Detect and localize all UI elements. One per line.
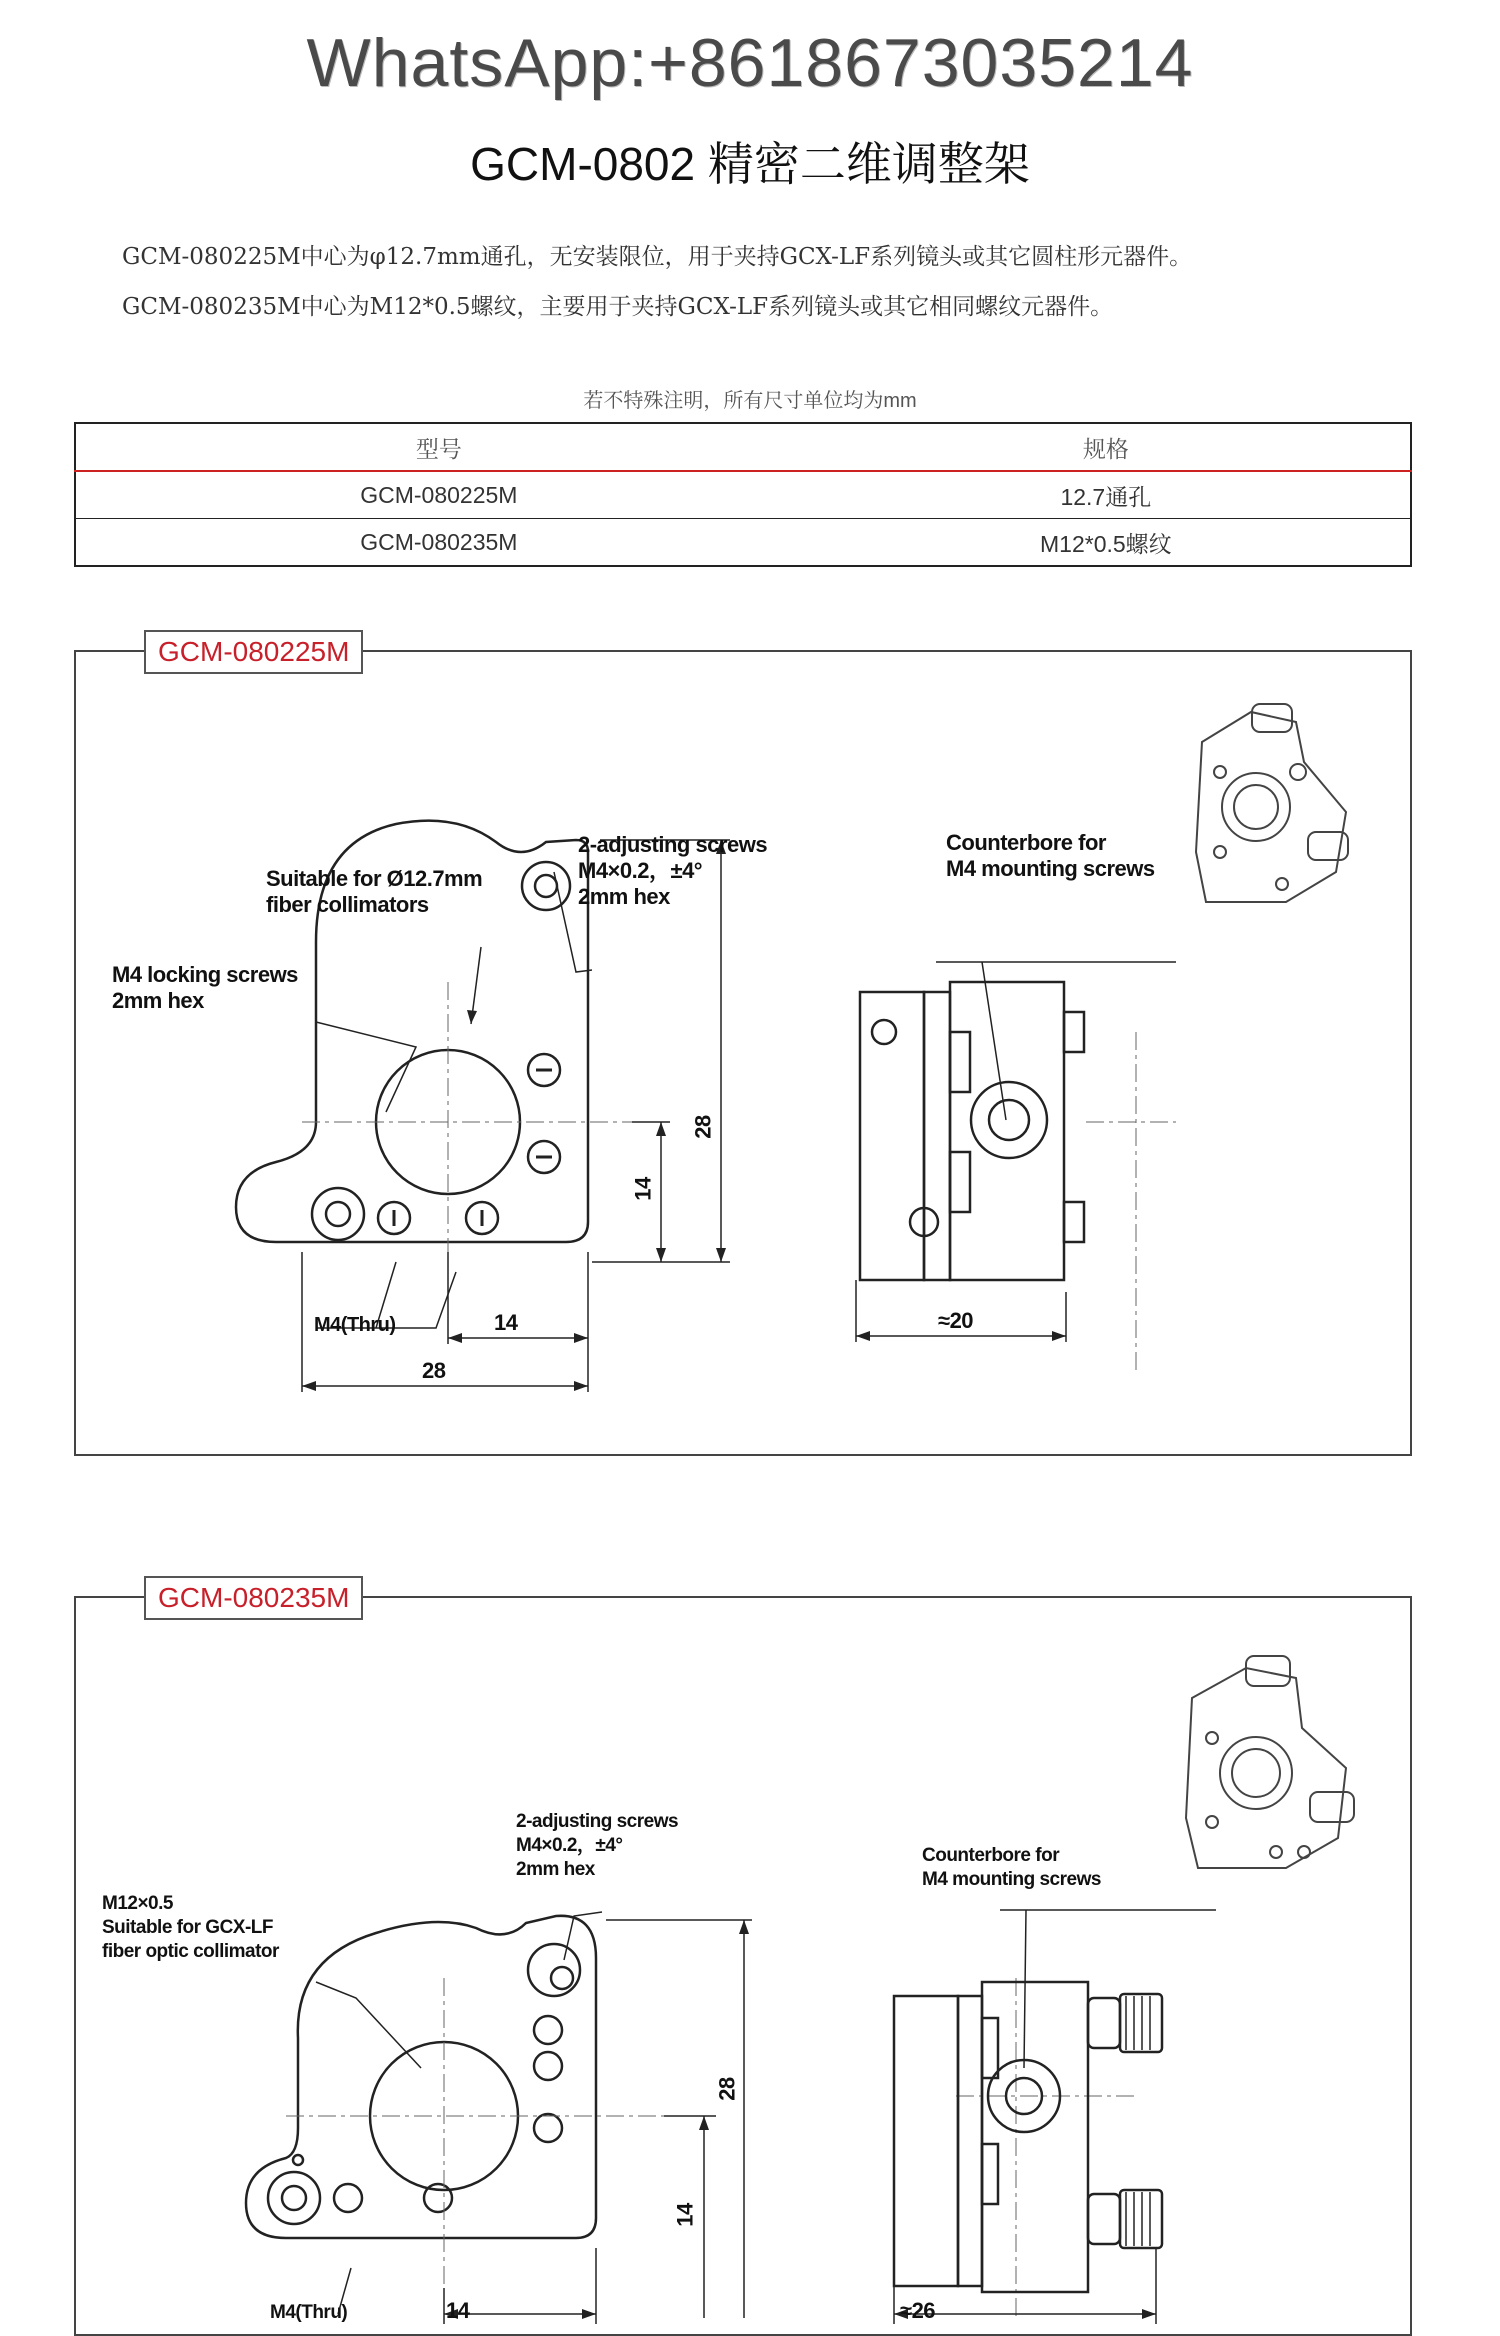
drawing-panel-080225m	[74, 636, 1412, 1456]
side-view-outline	[860, 982, 1084, 1280]
table-header-row	[75, 423, 1411, 471]
table-row	[75, 519, 1411, 567]
panel-tag: GCM-080235M	[144, 1576, 363, 1620]
lock-screw-head	[312, 1188, 364, 1240]
knurl-lines	[1126, 1996, 1150, 2246]
drawing-080225m-main	[76, 652, 1410, 1454]
label-adjusting: 2-adjusting screws M4×0.2，±4° 2mm hex	[578, 832, 768, 909]
lock-hex	[326, 1202, 350, 1226]
mount-hole-3	[534, 2114, 562, 2142]
adjust-screw-head	[522, 862, 570, 910]
mount-hole-5	[424, 2184, 452, 2212]
table-cell-model: GCM-080225M	[75, 471, 802, 519]
label-counterbore: Counterbore for M4 mounting screws	[946, 830, 1155, 881]
drawing-panel-080235m	[74, 1582, 1412, 2336]
mount-hole-2	[534, 2052, 562, 2080]
isometric-view	[1186, 1656, 1354, 1868]
table-header-spec: 规格	[802, 423, 1411, 471]
dim-width: ≈26	[900, 2298, 936, 2323]
dim-28-vertical: 28	[714, 2077, 740, 2101]
table-row	[75, 471, 1411, 519]
lock-screw-head	[268, 2172, 320, 2224]
lock-hex	[282, 2186, 306, 2210]
table-cell-spec: 12.7通孔	[802, 471, 1411, 519]
dim-width: ≈20	[938, 1308, 974, 1333]
unit-note: 若不特殊注明，所有尺寸单位均为mm	[583, 390, 917, 412]
mount-hole-4	[334, 2184, 362, 2212]
label-locking: M4 locking screws 2mm hex	[112, 962, 298, 1013]
spec-table	[74, 422, 1412, 567]
label-counterbore: Counterbore for M4 mounting screws	[922, 1845, 1101, 1890]
description-line-2: GCM-080235M中心为M12*0.5螺纹，主要用于夹持GCX-LF系列镜头或其它相同螺纹元器件。	[122, 294, 1114, 320]
isometric-view	[1196, 704, 1348, 902]
whatsapp-watermark: WhatsApp:+8618673035214	[306, 25, 1194, 101]
dim-14-horizontal: 14	[446, 2298, 470, 2323]
dim-14-vertical: 14	[672, 2203, 698, 2227]
panel-tag: GCM-080225M	[144, 630, 363, 674]
dim-28-vertical: 28	[690, 1115, 716, 1139]
hex-socket	[535, 875, 557, 897]
table-header-model: 型号	[75, 423, 802, 471]
label-thru: M4(Thru)	[314, 1314, 396, 1336]
mount-hole-1	[534, 2016, 562, 2044]
dim-14-horizontal: 14	[494, 1310, 518, 1335]
table-cell-model: GCM-080235M	[360, 528, 518, 555]
side-view-outline	[894, 1982, 1162, 2292]
label-suitable: Suitable for Ø12.7mm fiber collimators	[266, 866, 483, 917]
label-thru: M4(Thru)	[270, 2302, 348, 2323]
table-cell-spec: M12*0.5螺纹	[1040, 530, 1172, 557]
dim-28-horizontal: 28	[422, 1358, 446, 1383]
description-line-1: GCM-080225M中心为φ12.7mm通孔，无安装限位，用于夹持GCX-LF系列镜头或其它圆柱形元器件。	[122, 244, 1193, 270]
dim-14-vertical: 14	[630, 1177, 656, 1201]
hex-socket	[551, 1967, 573, 1989]
label-adjusting: 2-adjusting screws M4×0.2，±4° 2mm hex	[516, 1811, 679, 1880]
front-view-outline	[246, 1916, 596, 2238]
label-m12: M12×0.5 Suitable for GCX-LF fiber optic collimator	[102, 1893, 279, 1962]
page-title: GCM-0802 精密二维调整架	[470, 138, 1030, 190]
